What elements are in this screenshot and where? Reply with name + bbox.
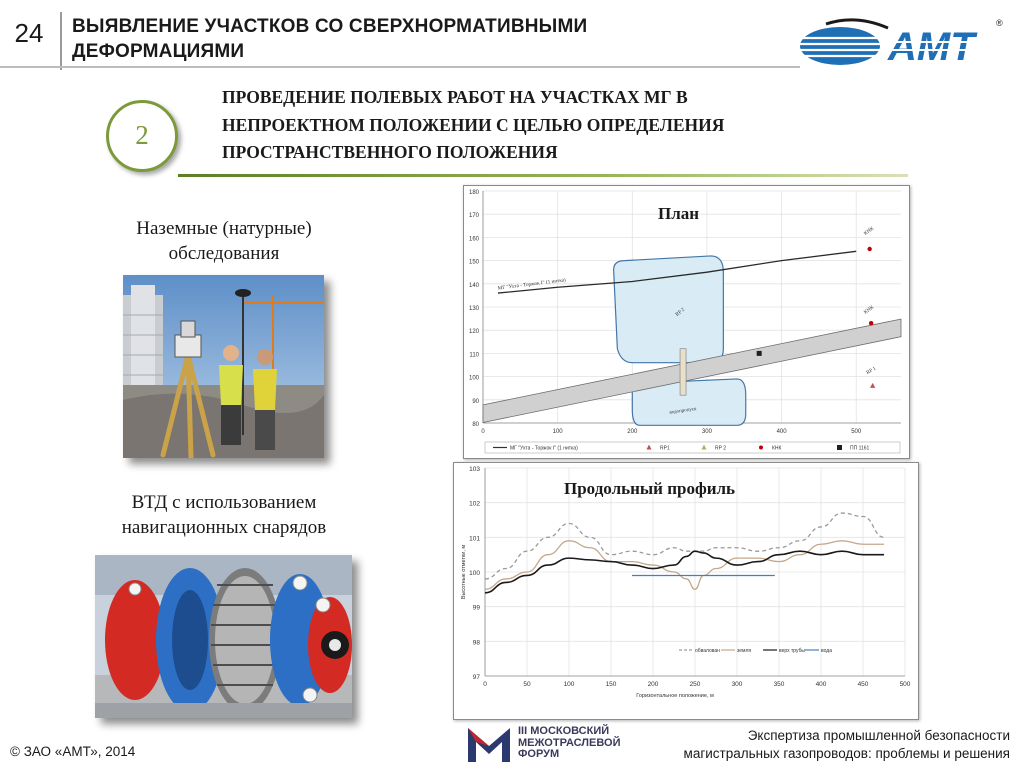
plan-rp1-point <box>870 383 875 388</box>
plan-ytick-label: 180 <box>468 190 479 196</box>
plan-xtick-label: 100 <box>552 429 563 435</box>
profile-xtick-label: 500 <box>899 681 911 688</box>
profile-xtick-label: 50 <box>523 681 531 688</box>
plan-legend-label: RP 2 <box>715 445 727 452</box>
profile-chart <box>453 462 917 718</box>
forum-line3: ФОРУМ <box>518 748 560 760</box>
profile-ytick-label: 97 <box>472 674 480 681</box>
plan-legend-square-swatch <box>837 445 842 450</box>
profile-xtick-label: 200 <box>647 681 659 688</box>
caption-vtd-line1: ВТД с использованием <box>131 492 317 513</box>
caption-ground-line1: Наземные (натурные) <box>136 218 312 239</box>
survey-photo <box>123 275 324 458</box>
plan-knk-point <box>869 321 873 325</box>
plan-ytick-label: 80 <box>472 422 479 428</box>
slide-title-line1: ВЫЯВЛЕНИЕ УЧАСТКОВ СО СВЕРХНОРМАТИВНЫМИ <box>72 16 588 37</box>
plan-culvert-pipe <box>680 349 686 395</box>
header-underline <box>0 66 800 68</box>
slide-title <box>72 14 712 64</box>
plan-chart-title: План <box>658 204 700 223</box>
plan-ytick-label: 130 <box>468 306 479 312</box>
plan-xtick-label: 200 <box>627 429 638 435</box>
plan-legend-label: КНК <box>772 445 782 452</box>
profile-legend-label: обвалован <box>695 648 720 654</box>
plan-xtick-label: 400 <box>776 429 787 435</box>
step-heading-line3: ПРОСТРАНСТВЕННОГО ПОЛОЖЕНИЯ <box>222 142 558 162</box>
caption-vtd-line2: навигационных снарядов <box>121 517 327 538</box>
plan-xtick-label: 300 <box>701 429 712 435</box>
forum-line2: МЕЖОТРАСЛЕВОЙ <box>518 736 621 749</box>
header-divider <box>60 12 62 70</box>
profile-legend-label: верх трубы <box>779 648 806 654</box>
profile-ytick-label: 101 <box>469 535 480 543</box>
amt-logo <box>796 14 1012 70</box>
plan-xtick-label: 500 <box>851 429 862 435</box>
profile-xtick-label: 150 <box>605 681 617 688</box>
step-heading <box>222 84 862 167</box>
profile-xtick-label: 350 <box>773 681 785 688</box>
plan-knk-label: КНК <box>862 304 876 316</box>
plan-culvert-label: водопропуск <box>669 406 697 416</box>
footer-tagline-line2: магистральных газопроводов: проблемы и решения <box>683 746 1010 761</box>
plan-knk-point <box>867 247 871 251</box>
profile-xtick-label: 0 <box>483 681 487 688</box>
profile-ytick-label: 103 <box>469 466 480 473</box>
step-heading-line2: НЕПРОЕКТНОМ ПОЛОЖЕНИИ С ЦЕЛЬЮ ОПРЕДЕЛЕНИЯ <box>222 114 725 135</box>
registered-mark: ® <box>996 18 1003 28</box>
plan-ytick-label: 160 <box>468 236 479 243</box>
plan-ytick-label: 110 <box>469 352 479 359</box>
plan-knk-label: КНК <box>862 225 876 237</box>
step-heading-line1: ПРОВЕДЕНИЕ ПОЛЕВЫХ РАБОТ НА УЧАСТКАХ МГ В <box>222 87 688 107</box>
profile-legend-label: вода <box>821 648 832 654</box>
plan-ytick-label: 120 <box>468 329 479 336</box>
logo-text: АМТ <box>888 25 975 69</box>
profile-xtick-label: 400 <box>815 681 827 688</box>
step-underline <box>178 174 908 177</box>
profile-series-line <box>485 513 884 579</box>
footer-tagline-line1: Экспертиза промышленной безопасности <box>747 728 1010 743</box>
plan-ytick-label: 90 <box>472 398 479 405</box>
plan-ytick-label: 140 <box>468 282 479 289</box>
plan-legend-label: МГ "Ухта - Торжок I" (1 нитка) <box>510 445 578 452</box>
footer-tagline <box>600 727 1010 763</box>
step-number: 2 <box>135 120 149 150</box>
profile-y-axis-label: Высотные отметки, м <box>461 544 467 600</box>
slide-number: 24 <box>14 18 44 48</box>
plan-legend-label: RP1 <box>660 445 670 452</box>
plan-pipeline-label: МГ "Ухта - Торжок I" (1 нитка) <box>497 277 567 292</box>
inspection-tool-photo <box>95 555 352 718</box>
forum-logo-icon <box>466 724 512 764</box>
copyright: © ЗАО «АМТ», 2014 <box>10 744 136 759</box>
forum-line1: III МОСКОВСКИЙ <box>518 725 610 737</box>
profile-xtick-label: 450 <box>857 681 869 688</box>
caption-inline-inspection <box>74 490 374 540</box>
globe-icon <box>800 20 888 67</box>
profile-ytick-label: 102 <box>469 500 480 508</box>
caption-ground-line2: обследования <box>168 243 280 264</box>
plan-rp2-label: RP 2 <box>674 306 687 318</box>
profile-xtick-label: 100 <box>563 681 575 688</box>
profile-chart-title: Продольный профиль <box>564 479 736 498</box>
profile-x-axis-label: Горизонтальное положение, м <box>636 693 714 699</box>
profile-ytick-label: 98 <box>472 639 480 647</box>
slide-title-line2: ДЕФОРМАЦИЯМИ <box>72 41 245 62</box>
profile-xtick-label: 300 <box>731 681 743 688</box>
plan-xtick-label: 0 <box>481 429 485 435</box>
caption-ground-survey <box>74 216 374 266</box>
plan-ytick-label: 100 <box>468 375 479 382</box>
plan-rp1-label: RP 1 <box>865 365 878 377</box>
plan-legend-label: ПП 1161 <box>850 445 870 452</box>
plan-pp-point <box>757 351 762 356</box>
plan-ytick-label: 150 <box>468 259 479 266</box>
plan-chart <box>463 185 908 457</box>
profile-ytick-label: 99 <box>472 604 480 612</box>
profile-xtick-label: 250 <box>689 681 701 688</box>
profile-ytick-label: 100 <box>469 570 480 577</box>
profile-legend-label: земля <box>737 648 752 654</box>
plan-legend-dot-swatch <box>759 446 763 450</box>
plan-ytick-label: 170 <box>468 213 479 220</box>
